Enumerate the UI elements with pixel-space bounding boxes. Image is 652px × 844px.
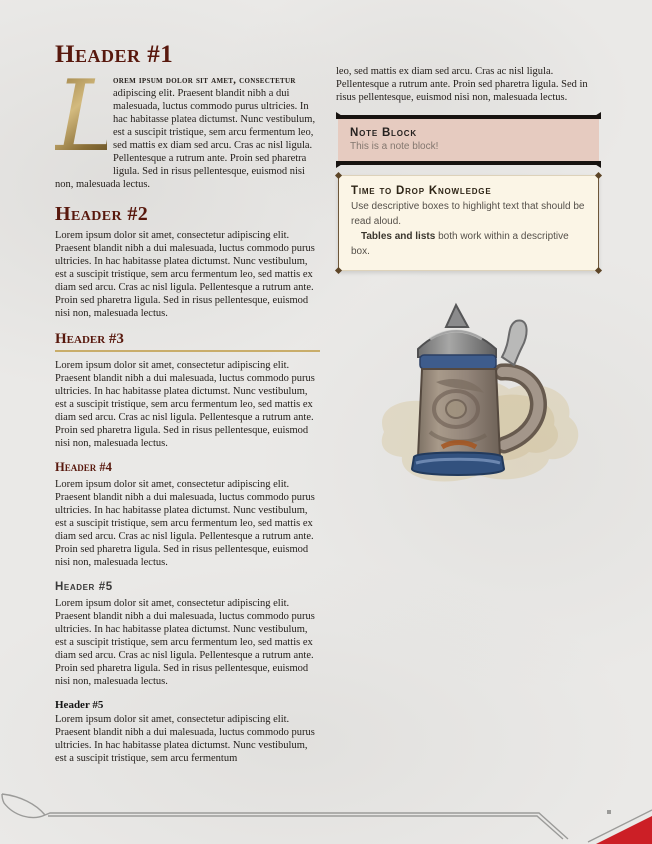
heading-2: Header #2 xyxy=(55,203,149,226)
descriptive-box-title: Time to Drop Knowledge xyxy=(351,185,492,197)
illustration-container xyxy=(336,297,601,497)
drop-cap: L xyxy=(55,60,121,175)
note-block xyxy=(338,118,599,162)
paragraph: Lorem ipsum dolor sit amet, consectetur adipiscing elit. Praesent blandit nibh a dui malesuada, luctus commodo purus ultricies. In hac habitasse platea dictumst. Nunc vestibulum, est a suscipit tristique, sem arcu fermentum leo, sed mattis ex diam sed arcu. Cras ac nisl ligula. Pellentesque a rutrum ante. Proin sed pharetra ligula. Sed in risus pellentesque, euismod nisi non, malesuada lectus. xyxy=(55,478,315,568)
note-ribbon-bottom xyxy=(338,161,599,165)
heading-4: Header #4 xyxy=(55,459,112,474)
paragraph: Lorem ipsum dolor sit amet, consectetur adipiscing elit. Praesent blandit nibh a dui malesuada, luctus commodo purus ultricies. In hac habitasse platea dictumst. Nunc vestibulum, est a suscipit tristique, sem arcu fermentum leo, sed mattis ex diam sed arcu. Cras ac nisl ligula. Pellentesque a rutrum ante. Proin sed pharetra ligula. Sed in risus pellentesque, euismod nisi non, malesuada lectus. xyxy=(55,359,315,449)
corner-ornament xyxy=(335,172,342,179)
heading-5-minor: Header #5 xyxy=(55,698,104,711)
paragraph: Lorem ipsum dolor sit amet, consectetur adipiscing elit. Praesent blandit nibh a dui malesuada, luctus commodo purus ultricies. In hac habitasse platea dictumst. Nunc vestibulum, est a suscipit tristique, sem arcu fermentum leo, sed mattis ex diam sed arcu. Cras ac nisl ligula. Pellentesque a rutrum ante. Proin sed pharetra ligula. Sed in risus pellentesque, euismod nisi non, malesuada lectus. xyxy=(55,230,315,320)
bold-lead: Tables and lists xyxy=(361,231,436,242)
descriptive-box xyxy=(338,175,599,271)
paragraph-lead xyxy=(55,60,320,191)
note-ribbon-top xyxy=(338,115,599,119)
left-column xyxy=(55,42,320,765)
two-column-layout xyxy=(55,42,602,765)
descriptive-box-text: Use descriptive boxes to highlight text that should be read aloud. xyxy=(351,201,585,227)
beer-stein-illustration xyxy=(344,297,594,497)
corner-ornament xyxy=(595,267,602,274)
paragraph: Lorem ipsum dolor sit amet, consectetur adipiscing elit. Praesent blandit nibh a dui malesuada, luctus commodo purus ultricies. In hac habitasse platea dictumst. Nunc vestibulum, est a suscipit tristique, sem arcu fermentum leo, sed mattis ex diam sed arcu. Cras ac nisl ligula. Pellentesque a rutrum ante. Proin sed pharetra ligula. Sed in risus pellentesque, euismod nisi non, malesuada lectus. xyxy=(55,597,315,687)
right-column xyxy=(336,42,601,765)
page-footer-ornament xyxy=(0,788,652,844)
corner-ornament xyxy=(595,172,602,179)
paragraph-truncated: Lorem ipsum dolor sit amet, consectetur adipiscing elit. Praesent blandit nibh a dui malesuada, luctus commodo purus ultricies. In hac habitasse platea dictumst. Nunc vestibulum, est a suscipit tristique, sem arcu fermentum xyxy=(55,713,315,764)
paragraph-continuation: leo, sed mattis ex diam sed arcu. Cras ac nisl ligula. Pellentesque a rutrum ante. Proin sed pharetra ligula. Sed in risus pellentesque, euismod nisi non, malesuada lectus. xyxy=(336,66,588,103)
heading-3: Header #3 xyxy=(55,331,320,352)
corner-ornament xyxy=(335,267,342,274)
heading-5: Header #5 xyxy=(55,580,113,593)
lead-small-caps: orem ipsum dolor sit amet, consectetur xyxy=(113,75,296,87)
descriptive-box-text: Tables and lists both work within a descriptive box. xyxy=(351,231,569,257)
lead-paragraph-rest: adipiscing elit. Praesent blandit nibh a dui malesuada, luctus commodo purus ultricies. In hac habitasse platea dictumst. Nunc vestibulum, est a suscipit tristique, sem arcu fermentum leo, sed mattis ex diam sed arcu. Cras ac nisl ligula. Pellentesque a rutrum ante. Proin sed pharetra ligula. Sed in risus pellentesque, euismod nisi non, malesuada lectus. xyxy=(55,88,316,191)
note-body: This is a note block! xyxy=(350,141,439,152)
footer-dot xyxy=(607,810,611,814)
footer-red-triangle xyxy=(596,816,652,844)
heading-1: Header #1 xyxy=(55,41,174,68)
note-title: Note Block xyxy=(350,127,417,139)
